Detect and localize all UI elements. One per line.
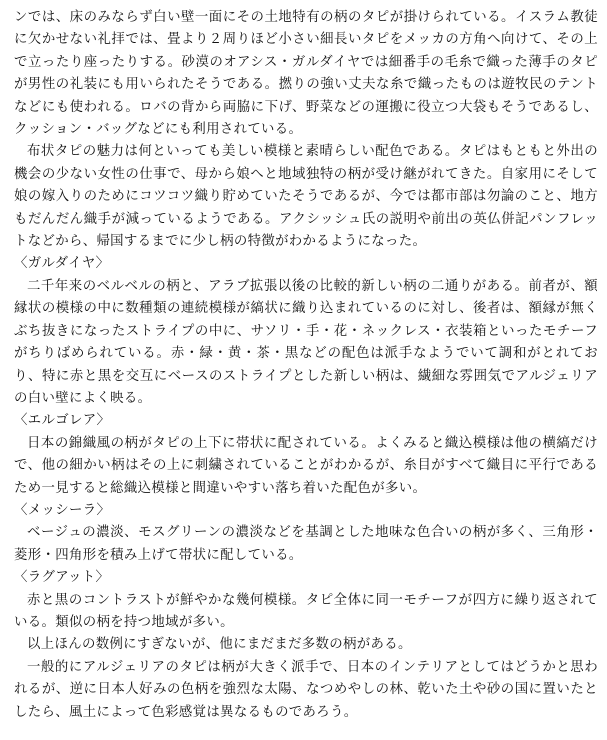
paragraph-laghouat: 赤と黒のコントラストが鮮やかな幾何模様。タピ全体に同一モチーフが四方に繰り返されている。類似の柄を持つ地域が多い。	[14, 592, 598, 630]
paragraph-el-golea: 日本の錦織風の柄がタピの上下に帯状に配されている。よくみると織込模様は他の横縞だけで、他の細かい柄はその上に刺繍されていることがわかるが、糸目がすべて織目に平行であるため一見すると総織込模様と間違いやすい落ち着いた配色が多い。	[14, 435, 598, 496]
document-page	[14, 7, 598, 724]
section-heading-el-golea: 〈エルゴレア〉	[14, 413, 111, 429]
paragraph-messila: ベージュの濃淡、モスグリーンの濃淡などを基調とした地味な色合いの柄が多く、三角形・菱形・四角形を積み上げて帯状に配している。	[14, 525, 598, 563]
paragraph-tapi-charm: 布状タピの魅力は何といっても美しい模様と素晴らしい配色である。タピはもともと外出の機会の少ない女性の仕事で、母から娘へと地域独特の柄が受け継がれてきた。自家用にそして娘の嫁入りのためにコツコツ織り貯めていたそうであるが、今では都市部は勿論のこと、地方もだんだん織手が減っているようである。アクシッシュ氏の説明や前出の英仏併記パンフレットなどから、帰国するまでに少し柄の特徴がわかるようになった。	[14, 144, 598, 250]
section-heading-messila: 〈メッシーラ〉	[14, 502, 111, 518]
paragraph-conclusion: 一般的にアルジェリアのタピは柄が大きく派手で、日本のインテリアとしてはどうかと思われるが、逆に日本人好みの色柄を強烈な太陽、なつめやしの林、乾いた土や砂の国に置いたとしたら、風土によって色彩感覚は異なるものであろう。	[14, 659, 598, 720]
section-heading-laghouat: 〈ラグアット〉	[14, 570, 110, 586]
section-heading-ghardaia: 〈ガルダイヤ〉	[14, 256, 110, 272]
paragraph-ghardaia: 二千年来のベルベルの柄と、アラブ拡張以後の比較的新しい柄の二通りがある。前者が、額縁状の模様の中に数種類の連続模様が縞状に織り込まれているのに対し、後者は、額縁が無くぶち抜きになったストライプの中に、サソリ・手・花・ネックレス・衣装箱といったモチーフがちりばめられている。赤・緑・黄・茶・黒などの配色は派手なようでいて調和がとれており、特に赤と黒を交互にベースのストライプとした新しい柄は、繊細な雰囲気でアルジェリアの白い壁によく映る。	[14, 278, 598, 406]
paragraph-tapi-uses: ンでは、床のみならず白い壁一面にその土地特有の柄のタピが掛けられている。イスラム教徒に欠かせない礼拝では、畳より２周りほど小さい細長いタピをメッカの方角へ向けて、その上で立ったり座ったりする。砂漠のオアシス・ガルダイヤでは細番手の毛糸で織った薄手のタピが男性の礼装にも用いられたそうである。撚りの強い丈夫な糸で織ったものは遊牧民のテントなどにも使われる。ロバの背から両脇に下げ、野菜などの運搬に役立つ大袋もそうであるし、クッション・バッグなどにも利用されている。	[14, 10, 598, 138]
paragraph-summary: 以上ほんの数例にすぎないが、他にまだまだ多数の柄がある。	[27, 637, 412, 653]
